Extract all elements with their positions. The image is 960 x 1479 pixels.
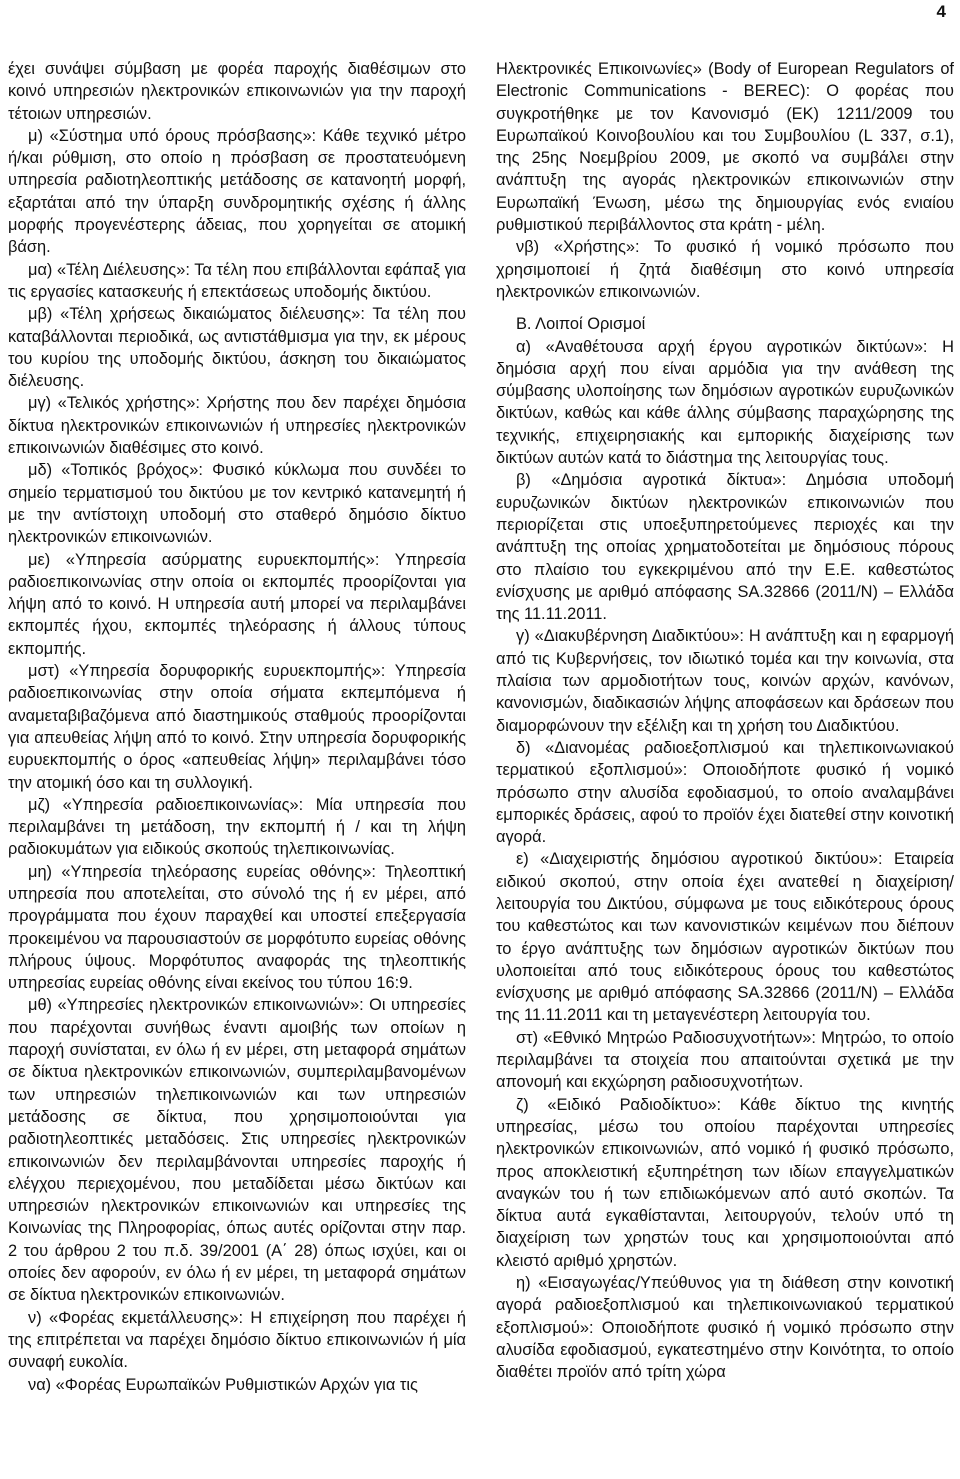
paragraph: μγ) «Τελικός χρήστης»: Χρήστης που δεν παρέχει δημόσια δίκτυα ηλεκτρονικών επικοινωνιών ή υπηρεσίες ηλεκτρονικών επικοινωνιών διαθέσιμες στο κοινό. [8,394,466,458]
paragraph: δ) «Διανομέας ραδιοεξοπλισμού και τηλεπικοινωνιακού τερματικού εξοπλισμού»: Οποιοδήποτε φυσικό ή νομικό πρόσωπο στην αλυσίδα εφοδιασμού, το οποίο αναλαμβάνει εμπορικές δράσεις, αφού το προϊόν έχει διατεθεί στην κοινοτική αγορά. [496,738,954,847]
paragraph: μθ) «Υπηρεσίες ηλεκτρονικών επικοινωνιών»: Οι υπηρεσίες που παρέχονται συνήθως έναντι αμοιβής των οποίων η παροχή συνίσταται, εν όλω ή εν μέρει, στη μεταφορά σημάτων σε δίκτυα ηλεκτρονικών επικοινωνιών, συμπεριλαμβανομένων των υπηρεσιών τηλεπικοινωνιών και των υπηρεσιών μετάδοσης σε δίκτυα, που χρησιμοποιούνται για ραδιοτηλεοπτικές μεταδόσεις. Στις υπηρεσίες ηλεκτρονικών επικοινωνιών δεν περιλαμβάνονται υπηρεσίες παροχής ή ελέγχου περιεχομένου, που μεταδίδεται μέσω δικτύων και υπηρεσιών ηλεκτρονικών επικοινωνιών και υπηρεσίες της Κοινωνίας της Πληροφορίας, όπως αυτές ορίζονται στην παρ. 2 του άρθρου 2 του π.δ. 39/2001 (Α΄ 28) όπως ισχύει, και οι οποίες δεν αφορούν, εν όλω ή εν μέρει, τη μεταφορά σημάτων σε δίκτυα ηλεκτρονικών επικοινωνιών. [8,996,466,1305]
paragraph: μ) «Σύστημα υπό όρους πρόσβασης»: Κάθε τεχνικό μέτρο ή/και ρύθμιση, στο οποίο η πρόσβαση σε προστατευόμενη υπηρεσία ραδιοτηλεοπτικής μετάδοσης σε κατανοητή μορφή, εξαρτάται από την ύπαρξη συνδρομητικής σχέσης ή άλλης μορφής προγενέστερης άδειας, που χορηγείται σε ατομική βάση. [8,126,466,257]
section-heading: Β. Λοιποί Ορισμοί [516,315,646,334]
paragraph: Ηλεκτρονικές Επικοινωνίες» (Body of European Regulators of Electronic Communications - BEREC): Ο φορέας που συγκροτήθηκε με τον Κανονισμό (ΕΚ) 1211/2009 του Ευρωπαϊκού Κοινοβουλίου και του Συμβουλίου (L 337, σ.1), της 25ης Νοεμβρίου 2009, με σκοπό να συμβάλει στην ανάπτυξη της αγοράς ηλεκτρονικών επικοινωνιών στην Ευρωπαϊκή Ένωση, μέσω της δημιουργίας ενός ενιαίου ρυθμιστικού περιβάλλοντος στα κράτη - μέλη. [496,60,954,235]
right-column [496,58,954,1476]
paragraph: να) «Φορέας Ευρωπαϊκών Ρυθμιστικών Αρχών για τις [28,1375,418,1394]
paragraph: ν) «Φορέας εκμετάλλευσης»: Η επιχείρηση που παρέχει ή της επιτρέπεται να παρέχει δημόσιο δίκτυο επικοινωνιών ή μία συναφή ευκολία. [8,1308,466,1372]
paragraph: μβ) «Τέλη χρήσεως δικαιώματος διέλευσης»: Τα τέλη που καταβάλλονται περιοδικά, ως αντιστάθμισμα για την, εκ μέρους του κυρίου της υποδομής δικτύου, άσκηση του δικαιώματος διέλευσης. [8,305,466,391]
paragraph: ζ) «Ειδικό Ραδιοδίκτυο»: Κάθε δίκτυο της κινητής υπηρεσίας, μέσω του οποίου παρέχονται υπηρεσίες ηλεκτρονικών επικοινωνιών, από νομικό ή φυσικό πρόσωπο, προς αποκλειστική εξυπηρέτηση των ιδίων επαγγελματικών αναγκών του ή των επιδιωκόμενων από αυτό σκοπών. Τα δίκτυα αυτά εγκαθίστανται, λειτουργούν, τελούν υπό τη διαχείριση των χρηστών τους και χρησιμοποιούνται από κλειστό αριθμό χρηστών. [496,1095,954,1270]
left-column [8,58,466,1476]
paragraph: ε) «Διαχειριστής δημόσιου αγροτικού δικτύου»: Εταιρεία ειδικού σκοπού, στην οποία έχει ανατεθεί η διαχείριση/λειτουργία του Δικτύου, σύμφωνα με τους ειδικότερους όρους του καθεστώτος και των κανονιστικών κειμένων που διέπουν το έργο ανάπτυξης των δημόσιων αγροτικών δικτύων που υλοποιείται από τους ειδικότερους όρους του καθεστώτος ενίσχυσης με αριθμό απόφασης SA.32866 (2011/N) – Ελλάδα της 11.11.2011 και τη μεταγενέστερη λειτουργία του. [496,850,954,1025]
paragraph: γ) «Διακυβέρνηση Διαδικτύου»: Η ανάπτυξη και η εφαρμογή από τις Κυβερνήσεις, τον ιδιωτικό τομέα και την κοινωνία, στα πλαίσια των αρμοδιοτήτων τους, κοινών αρχών, κανόνων, κανονισμών, διαδικασιών λήψης αποφάσεων και δράσεων που διαμορφώνουν την εξέλιξη και τη χρήση του Διαδικτύου. [496,627,954,735]
paragraph: μζ) «Υπηρεσία ραδιοεπικοινωνίας»: Μία υπηρεσία που περιλαμβάνει τη μετάδοση, την εκπομπή ή / και τη λήψη ραδιοκυμάτων για ειδικούς σκοπούς τηλεπικοινωνίας. [8,795,466,859]
paragraph: στ) «Εθνικό Μητρώο Ραδιοσυχνοτήτων»: Μητρώο, το οποίο περιλαμβάνει τα στοιχεία που απαιτούνται σχετικά με την απονομή και εκχώρηση ραδιοσυχνοτήτων. [496,1028,954,1092]
paragraph: η) «Εισαγωγέας/Υπεύθυνος για τη διάθεση στην κοινοτική αγορά ραδιοεξοπλισμού και τηλεπικοινωνιακού τερματικού εξοπλισμού»: Οποιοδήποτε φυσικό ή νομικό πρόσωπο στην αλυσίδα εφοδιασμού, εγκατεστημένο στην Κοινότητα, το οποίο διαθέτει προϊόν από τρίτη χώρα [496,1274,954,1382]
page-number: 4 [936,2,946,21]
paragraph: με) «Υπηρεσία ασύρματης ευρυεκπομπής»: Υπηρεσία ραδιοεπικοινωνίας στην οποία οι εκπομπές προορίζονται για λήψη από το κοινό. Η υπηρεσία αυτή μπορεί να περιλαμβάνει εκπομπές ήχου, εκπομπές τηλεόρασης ή άλλους τύπους εκπομπής. [8,550,466,658]
paragraph: μστ) «Υπηρεσία δορυφορικής ευρυεκπομπής»: Υπηρεσία ραδιοεπικοινωνίας στην οποία σήματα εκπεμπόμενα ή αναμεταβιβαζόμενα από διαστημικούς σταθμούς προορίζονται για απευθείας λήψη από το κοινό. Στην υπηρεσία δορυφορικής ευρυεκπομπής ο όρος «απευθείας λήψη» περιλαμβάνει τόσο την ατομική όσο και τη συλλογική. [8,662,466,792]
paragraph: β) «Δημόσια αγροτικά δίκτυα»: Δημόσια υποδομή ευρυζωνικών δικτύων ηλεκτρονικών επικοινωνιών που περιορίζεται στις υποεξυπηρετούμενες περιοχές και την ανάπτυξη της οποίας χρηματοδοτείται με δημόσιους πόρους στο πλαίσιο του εγκεκριμένου από την Ε.Ε. καθεστώτος ενίσχυσης με αριθμό απόφασης SA.32866 (2011/N) – Ελλάδα της 11.11.2011. [496,471,954,624]
paragraph: μη) «Υπηρεσία τηλεόρασης ευρείας οθόνης»: Τηλεοπτική υπηρεσία που αποτελείται, στο σύνολό της ή εν μέρει, από προγράμματα που έχουν παραχθεί και υποστεί επεξεργασία προκειμένου να παρουσιαστούν σε μορφότυπο ευρείας οθόνης πλήρους ύψους. Μορφότυπος αναφοράς της τηλεοπτικής υπηρεσίας ευρείας οθόνης είναι εκείνος του τύπου 16:9. [8,862,466,993]
paragraph: α) «Αναθέτουσα αρχή έργου αγροτικών δικτύων»: Η δημόσια αρχή που είναι αρμόδια για την ανάθεση της σύμβασης υλοποίησης των δημόσιων αγροτικών ευρυζωνικών δικτύων, καθώς και κάθε άλλης σύμβασης παραχώρησης της τεχνικής, επιχειρησιακής και εμπορικής διαχείρισης των δικτύων αυτών κατά το διάστημα της λειτουργίας τους. [496,337,954,468]
paragraph: έχει συνάψει σύμβαση με φορέα παροχής διαθέσιμων στο κοινό υπηρεσιών ηλεκτρονικών επικοινωνιών για την παροχή τέτοιων υπηρεσιών. [8,60,466,123]
paragraph: νβ) «Χρήστης»: Το φυσικό ή νομικό πρόσωπο που χρησιμοποιεί ή ζητά διαθέσιμη στο κοινό υπηρεσία ηλεκτρονικών επικοινωνιών. [496,238,954,301]
paragraph: μα) «Τέλη Διέλευσης»: Τα τέλη που επιβάλλονται εφάπαξ για τις εργασίες κατασκευής ή επεκτάσεως υποδομής δικτύου. [8,260,466,301]
paragraph: μδ) «Τοπικός βρόχος»: Φυσικό κύκλωμα που συνδέει το σημείο τερματισμού του δικτύου με τον κεντρικό κατανεμητή ή με την αντίστοιχη υποδομή στο σταθερό δημόσιο δίκτυο ηλεκτρονικών επικοινωνιών. [8,461,466,547]
